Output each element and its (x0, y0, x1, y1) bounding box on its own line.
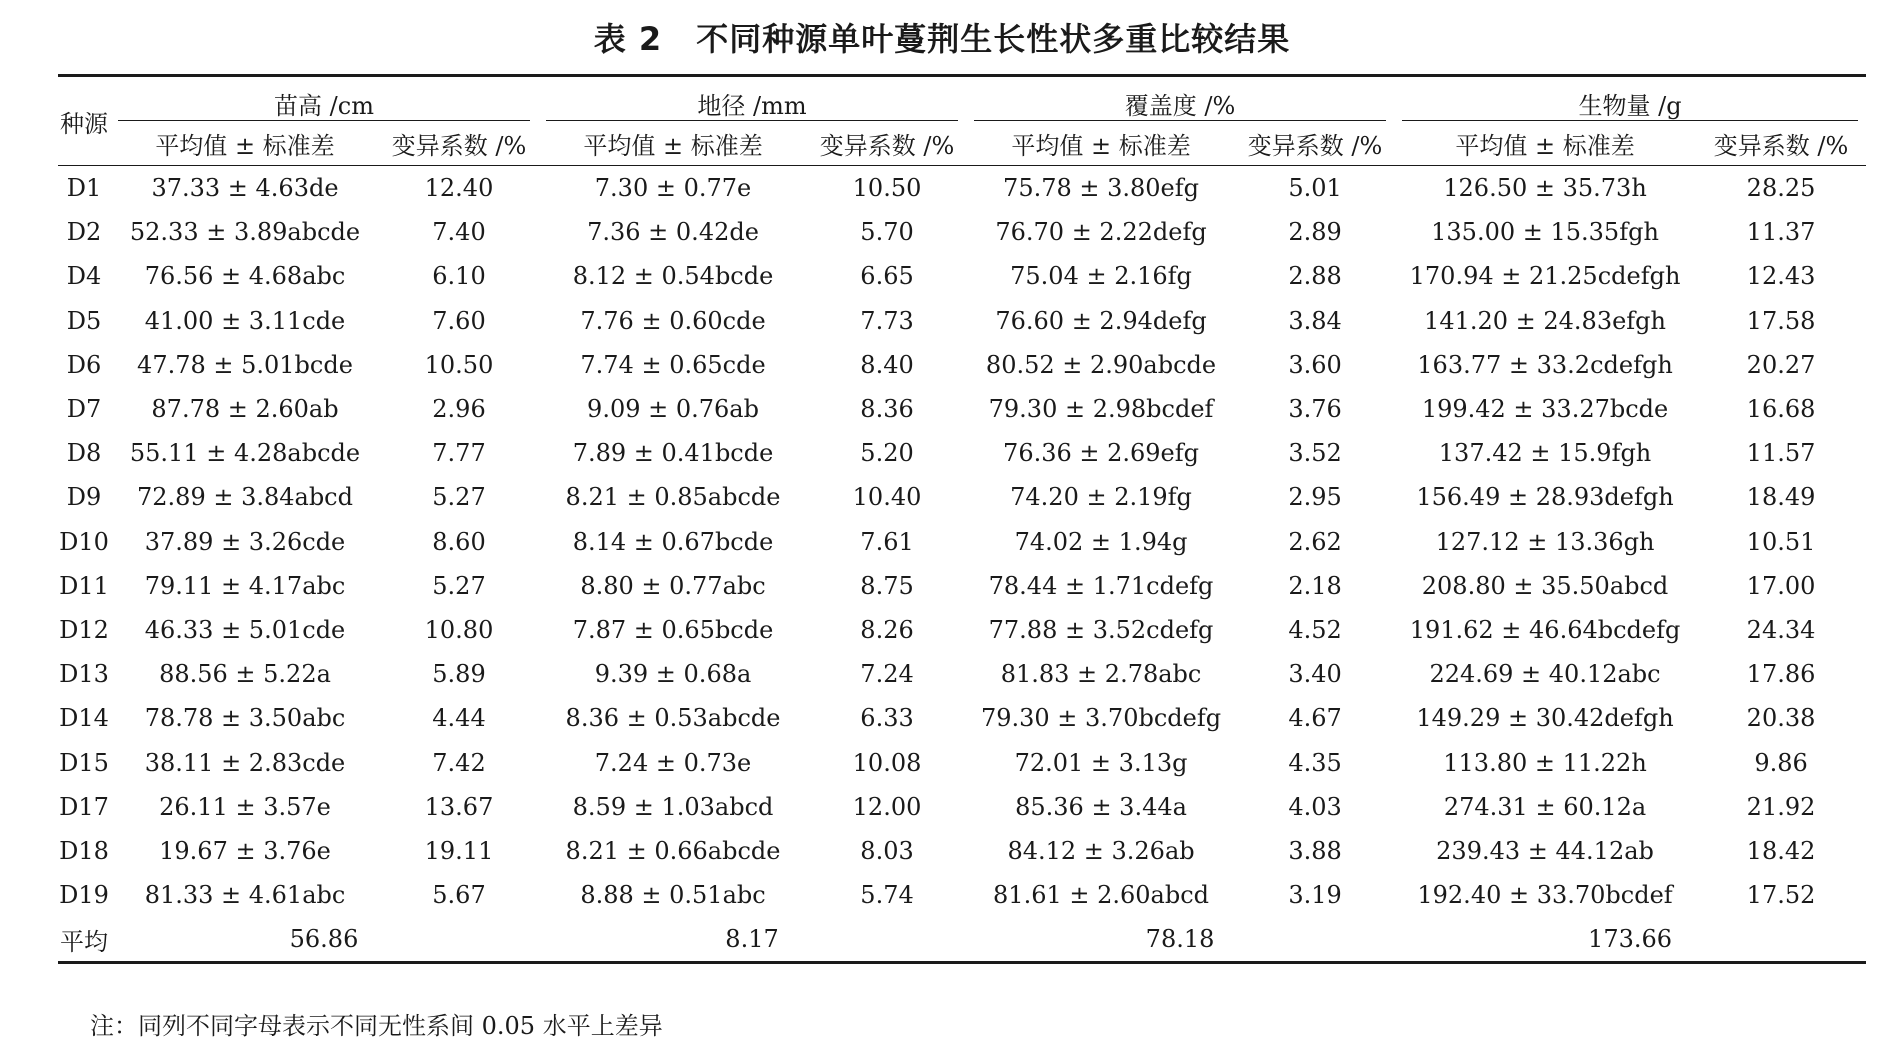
diameter-mean-cell: 8.36 ± 0.53abcde (565, 704, 781, 733)
table-row (58, 608, 1866, 652)
coverage-mean-cell: 77.88 ± 3.52cdefg (988, 615, 1214, 644)
height-cv-cell: 5.27 (432, 571, 486, 600)
height-mean-cell: 87.78 ± 2.60ab (151, 395, 339, 424)
height-cv-cell: 6.10 (432, 262, 486, 291)
coverage-cv-cell: 3.52 (1288, 439, 1342, 468)
biomass-mean-cell: 274.31 ± 60.12a (1443, 792, 1647, 821)
coverage-cv-cell: 5.01 (1288, 174, 1342, 203)
table-row (58, 475, 1866, 519)
header-group-biomass-label: 生物量 /g (1578, 92, 1682, 120)
diameter-mean-cell: 7.24 ± 0.73e (594, 748, 752, 777)
biomass-cv-cell: 9.86 (1754, 748, 1808, 777)
diameter-cv-cell: 8.03 (860, 836, 914, 865)
biomass-cv-cell: 24.34 (1746, 615, 1816, 644)
coverage-mean-cell: 80.52 ± 2.90abcde (985, 350, 1217, 379)
coverage-mean-cell: 76.60 ± 2.94defg (995, 306, 1207, 335)
header-group-diameter-label: 地径 /mm (697, 92, 807, 120)
height-cv-cell: 2.96 (432, 395, 486, 424)
source-cell: D10 (59, 527, 109, 556)
biomass-mean-cell: 156.49 ± 28.93defgh (1416, 483, 1674, 512)
coverage-cv-cell: 3.40 (1288, 660, 1342, 689)
biomass-cv-cell: 18.49 (1746, 483, 1816, 512)
coverage-average: 78.18 (966, 917, 1394, 963)
source-cell: D13 (59, 660, 109, 689)
table-caption: 不同种源单叶蔓荆生长性状多重比较结果 (696, 20, 1291, 58)
table-note: 注：同列不同字母表示不同无性系间 0.05 水平上差异 (90, 1012, 663, 1040)
diameter-cv-cell: 10.08 (852, 748, 922, 777)
source-cell: D2 (66, 218, 102, 247)
coverage-cv-cell: 4.67 (1288, 704, 1342, 733)
diameter-mean-cell: 7.74 ± 0.65cde (580, 350, 766, 379)
diameter-cv-cell: 12.00 (852, 792, 922, 821)
biomass-cv-cell: 17.58 (1746, 306, 1816, 335)
height-mean-cell: 26.11 ± 3.57e (159, 792, 331, 821)
average-row (58, 917, 1866, 963)
biomass-mean-cell: 127.12 ± 13.36gh (1435, 527, 1655, 556)
diameter-average: 8.17 (538, 917, 966, 963)
height-average: 56.86 (110, 917, 538, 963)
biomass-mean-cell: 141.20 ± 24.83efgh (1424, 306, 1667, 335)
diameter-mean-cell: 8.14 ± 0.67bcde (572, 527, 774, 556)
height-mean-cell: 78.78 ± 3.50abc (144, 704, 346, 733)
table-row (58, 343, 1866, 387)
diameter-mean-cell: 7.36 ± 0.42de (587, 218, 759, 247)
diameter-cv-cell: 5.20 (860, 439, 914, 468)
height-cv-cell: 19.11 (424, 836, 494, 865)
coverage-mean-cell: 85.36 ± 3.44a (1015, 792, 1187, 821)
table-row (58, 873, 1866, 917)
table-title (0, 14, 1884, 60)
table-row (58, 652, 1866, 696)
header-mean-sd: 平均值 ± 标准差 (538, 121, 808, 166)
coverage-mean-cell: 81.61 ± 2.60abcd (993, 881, 1210, 910)
diameter-mean-cell: 8.88 ± 0.51abc (580, 881, 766, 910)
diameter-cv-cell: 8.36 (860, 395, 914, 424)
height-mean-cell: 41.00 ± 3.11cde (144, 306, 346, 335)
source-cell: D6 (66, 350, 102, 379)
source-cell: D7 (66, 395, 102, 424)
header-mean-sd: 平均值 ± 标准差 (1394, 121, 1696, 166)
height-mean-cell: 52.33 ± 3.89abcde (129, 218, 361, 247)
header-group-coverage (966, 76, 1394, 122)
table-row (58, 564, 1866, 608)
coverage-mean-cell: 78.44 ± 1.71cdefg (988, 571, 1214, 600)
average-label: 平均 (58, 917, 110, 963)
diameter-mean-cell: 8.80 ± 0.77abc (580, 571, 766, 600)
height-cv-cell: 4.44 (432, 704, 486, 733)
source-cell: D18 (59, 836, 109, 865)
table-row (58, 387, 1866, 431)
biomass-cv-cell: 18.42 (1746, 836, 1816, 865)
biomass-cv-cell: 11.57 (1746, 439, 1816, 468)
biomass-mean-cell: 191.62 ± 46.64bcdefg (1409, 615, 1681, 644)
coverage-mean-cell: 79.30 ± 3.70bcdefg (980, 704, 1222, 733)
diameter-mean-cell: 9.09 ± 0.76ab (587, 395, 759, 424)
coverage-mean-cell: 75.04 ± 2.16fg (1010, 262, 1192, 291)
coverage-cv-cell: 2.95 (1288, 483, 1342, 512)
diameter-mean-cell: 8.21 ± 0.66abcde (565, 836, 781, 865)
height-cv-cell: 12.40 (424, 174, 494, 203)
biomass-cv-cell: 21.92 (1746, 792, 1816, 821)
coverage-mean-cell: 76.70 ± 2.22defg (995, 218, 1207, 247)
coverage-mean-cell: 84.12 ± 3.26ab (1007, 836, 1195, 865)
height-mean-cell: 79.11 ± 4.17abc (144, 571, 346, 600)
biomass-mean-cell: 199.42 ± 33.27bcde (1421, 395, 1669, 424)
height-mean-cell: 72.89 ± 3.84abcd (137, 483, 353, 512)
table-row (58, 696, 1866, 740)
header-mean-sd: 平均值 ± 标准差 (966, 121, 1236, 166)
diameter-cv-cell: 8.26 (860, 615, 914, 644)
diameter-cv-cell: 10.40 (852, 483, 922, 512)
coverage-cv-cell: 3.19 (1288, 881, 1342, 910)
height-mean-cell: 37.89 ± 3.26cde (144, 527, 346, 556)
coverage-mean-cell: 72.01 ± 3.13g (1014, 748, 1188, 777)
header-cv: 变异系数 /% (808, 121, 966, 166)
table-row (58, 210, 1866, 254)
height-cv-cell: 10.80 (424, 615, 494, 644)
height-cv-cell: 13.67 (424, 792, 494, 821)
table-row (58, 299, 1866, 343)
height-mean-cell: 19.67 ± 3.76e (159, 836, 331, 865)
biomass-cv-cell: 17.86 (1746, 660, 1816, 689)
biomass-mean-cell: 126.50 ± 35.73h (1443, 174, 1647, 203)
coverage-mean-cell: 79.30 ± 2.98bcdef (988, 395, 1214, 424)
biomass-mean-cell: 113.80 ± 11.22h (1443, 748, 1647, 777)
biomass-cv-cell: 20.27 (1746, 350, 1816, 379)
coverage-cv-cell: 4.35 (1288, 748, 1342, 777)
table-row (58, 520, 1866, 564)
header-group-coverage-label: 覆盖度 /% (1124, 92, 1236, 120)
biomass-mean-cell: 163.77 ± 33.2cdefgh (1417, 350, 1673, 379)
biomass-cv-cell: 12.43 (1746, 262, 1816, 291)
source-cell: D15 (59, 748, 109, 777)
diameter-cv-cell: 10.50 (852, 174, 922, 203)
diameter-cv-cell: 7.73 (860, 306, 914, 335)
source-cell: D4 (66, 262, 102, 291)
height-mean-cell: 38.11 ± 2.83cde (144, 748, 346, 777)
coverage-cv-cell: 2.62 (1288, 527, 1342, 556)
biomass-mean-cell: 137.42 ± 15.9fgh (1438, 439, 1652, 468)
header-row-subcols (58, 121, 1866, 166)
biomass-cv-cell: 17.00 (1746, 571, 1816, 600)
table-row (58, 829, 1866, 873)
source-cell: D11 (59, 571, 109, 600)
height-mean-cell: 81.33 ± 4.61abc (144, 881, 346, 910)
diameter-mean-cell: 9.39 ± 0.68a (594, 660, 752, 689)
height-mean-cell: 47.78 ± 5.01bcde (137, 350, 353, 379)
header-group-biomass (1394, 76, 1866, 122)
height-mean-cell: 46.33 ± 5.01cde (144, 615, 346, 644)
coverage-cv-cell: 3.88 (1288, 836, 1342, 865)
diameter-cv-cell: 7.61 (860, 527, 914, 556)
height-cv-cell: 7.60 (432, 306, 486, 335)
diameter-mean-cell: 7.87 ± 0.65bcde (572, 615, 774, 644)
source-cell: D19 (59, 881, 109, 910)
growth-traits-table (58, 74, 1866, 964)
table-row (58, 254, 1866, 298)
diameter-mean-cell: 8.59 ± 1.03abcd (572, 792, 774, 821)
coverage-cv-cell: 3.60 (1288, 350, 1342, 379)
height-cv-cell: 8.60 (432, 527, 486, 556)
biomass-mean-cell: 239.43 ± 44.12ab (1436, 836, 1654, 865)
biomass-cv-cell: 20.38 (1746, 704, 1816, 733)
height-mean-cell: 76.56 ± 4.68abc (144, 262, 346, 291)
header-group-height (110, 76, 538, 122)
diameter-cv-cell: 5.74 (860, 881, 914, 910)
height-cv-cell: 5.27 (432, 483, 486, 512)
biomass-cv-cell: 28.25 (1746, 174, 1816, 203)
height-mean-cell: 55.11 ± 4.28abcde (129, 439, 361, 468)
source-cell: D5 (66, 306, 102, 335)
coverage-cv-cell: 2.88 (1288, 262, 1342, 291)
source-cell: D14 (59, 704, 109, 733)
source-cell: D1 (66, 174, 102, 203)
coverage-cv-cell: 3.76 (1288, 395, 1342, 424)
table-number: 表 2 (593, 20, 663, 58)
height-mean-cell: 37.33 ± 4.63de (151, 174, 339, 203)
coverage-mean-cell: 76.36 ± 2.69efg (1003, 439, 1200, 468)
biomass-cv-cell: 16.68 (1746, 395, 1816, 424)
coverage-cv-cell: 2.18 (1288, 571, 1342, 600)
diameter-cv-cell: 8.75 (860, 571, 914, 600)
biomass-cv-cell: 17.52 (1746, 881, 1816, 910)
biomass-cv-cell: 11.37 (1746, 218, 1816, 247)
diameter-mean-cell: 7.76 ± 0.60cde (580, 306, 766, 335)
diameter-cv-cell: 8.40 (860, 350, 914, 379)
biomass-mean-cell: 149.29 ± 30.42defgh (1416, 704, 1674, 733)
source-cell: D9 (66, 483, 102, 512)
diameter-cv-cell: 6.33 (860, 704, 914, 733)
source-cell: D12 (59, 615, 109, 644)
diameter-mean-cell: 8.12 ± 0.54bcde (572, 262, 774, 291)
coverage-mean-cell: 75.78 ± 3.80efg (1003, 174, 1200, 203)
header-row-groups (58, 76, 1866, 122)
coverage-mean-cell: 74.02 ± 1.94g (1014, 527, 1188, 556)
height-cv-cell: 7.42 (432, 748, 486, 777)
header-cv: 变异系数 /% (1696, 121, 1866, 166)
height-cv-cell: 7.77 (432, 439, 486, 468)
diameter-cv-cell: 7.24 (860, 660, 914, 689)
coverage-mean-cell: 81.83 ± 2.78abc (1000, 660, 1202, 689)
source-cell: D17 (59, 792, 109, 821)
height-mean-cell: 88.56 ± 5.22a (159, 660, 331, 689)
diameter-cv-cell: 6.65 (860, 262, 914, 291)
table-row (58, 166, 1866, 211)
biomass-mean-cell: 224.69 ± 40.12abc (1429, 660, 1661, 689)
coverage-cv-cell: 2.89 (1288, 218, 1342, 247)
biomass-mean-cell: 135.00 ± 15.35fgh (1431, 218, 1659, 247)
table-row (58, 431, 1866, 475)
coverage-cv-cell: 4.52 (1288, 615, 1342, 644)
biomass-mean-cell: 170.94 ± 21.25cdefgh (1409, 262, 1681, 291)
header-group-diameter (538, 76, 966, 122)
biomass-mean-cell: 208.80 ± 35.50abcd (1421, 571, 1669, 600)
header-cv: 变异系数 /% (1236, 121, 1394, 166)
header-group-height-label: 苗高 /cm (274, 92, 374, 120)
diameter-cv-cell: 5.70 (860, 218, 914, 247)
table-row (58, 740, 1866, 784)
source-cell: D8 (66, 439, 102, 468)
height-cv-cell: 5.89 (432, 660, 486, 689)
biomass-average: 173.66 (1394, 917, 1866, 963)
height-cv-cell: 5.67 (432, 881, 486, 910)
diameter-mean-cell: 7.89 ± 0.41bcde (572, 439, 774, 468)
coverage-mean-cell: 74.20 ± 2.19fg (1010, 483, 1192, 512)
height-cv-cell: 10.50 (424, 350, 494, 379)
header-mean-sd: 平均值 ± 标准差 (110, 121, 380, 166)
biomass-mean-cell: 192.40 ± 33.70bcdef (1417, 881, 1673, 910)
header-source: 种源 (58, 76, 110, 166)
table-body (58, 166, 1866, 963)
diameter-mean-cell: 7.30 ± 0.77e (594, 174, 752, 203)
table-row (58, 785, 1866, 829)
coverage-cv-cell: 4.03 (1288, 792, 1342, 821)
biomass-cv-cell: 10.51 (1746, 527, 1816, 556)
coverage-cv-cell: 3.84 (1288, 306, 1342, 335)
height-cv-cell: 7.40 (432, 218, 486, 247)
diameter-mean-cell: 8.21 ± 0.85abcde (565, 483, 781, 512)
header-cv: 变异系数 /% (380, 121, 538, 166)
